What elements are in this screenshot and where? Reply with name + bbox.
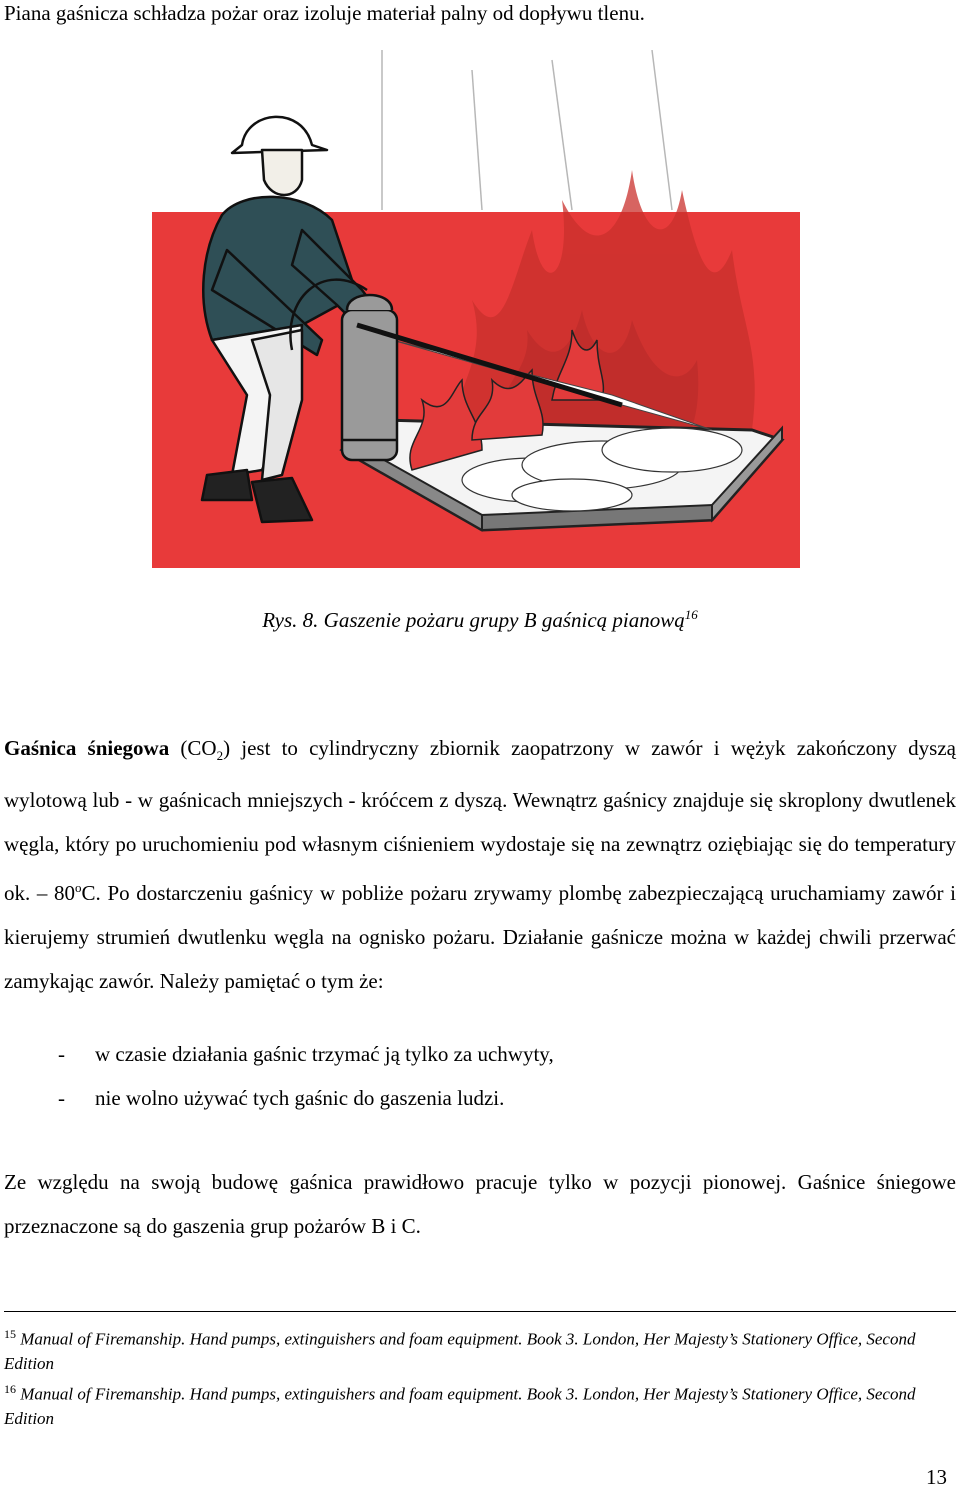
figure-caption-text: Rys. 8. Gaszenie pożaru grupy B gaśnicą pianową (262, 608, 685, 632)
footnote-text: Manual of Firemanship. Hand pumps, extinguishers and foam equipment. Book 3. London, Her Majesty’s Stationery Office, Second Edition (4, 1329, 916, 1374)
figure-caption-footnote-ref: 16 (684, 607, 698, 622)
footnote-text: Manual of Firemanship. Hand pumps, extinguishers and foam equipment. Book 3. London, Her Majesty’s Stationery Office, Second Edition (4, 1384, 916, 1428)
background-lines (382, 50, 672, 210)
list-item-text: nie wolno używać tych gaśnic do gaszenia ludzi. (95, 1086, 505, 1110)
paragraph1-text-a: ) jest to cylindryczny zbiornik zaopatrzony w zawór i wężyk zakończony dyszą wylotową lub - w gaśnicach mniejszych - króćcem z dyszą. Wewnątrz gaśnicy znajduje się skroplony dwutlenek węgla, który po uruchomieniu pod własnym ciśnieniem wydostaje się na zewnątrz oziębiając się do temperatury ok. – 80 (4, 736, 956, 906)
figure-foam-extinguisher (152, 50, 800, 568)
footnote (4, 1377, 956, 1432)
list-item-text: w czasie działania gaśnic trzymać ją tylko za uchwyty, (95, 1042, 554, 1066)
footnote (4, 1322, 956, 1377)
bullet-dash: - (58, 1042, 65, 1066)
footnote-separator (4, 1311, 956, 1312)
formula-prefix: (CO (169, 736, 217, 760)
footnote-number: 15 (4, 1327, 16, 1341)
degree-symbol: o (75, 880, 82, 896)
paragraph1-text-b: C. Po dostarczeniu gaśnicy w pobliże pożaru zrywamy plombę zabezpieczającą uruchamiamy zawór i kierujemy strumień dwutlenku węgla na ognisko pożaru. Działanie gaśnicze można w każdej chwili przerwać zamykając zawór. Należy pamiętać o tym że: (4, 881, 957, 994)
list-item (4, 1032, 956, 1076)
footnote-number: 16 (4, 1381, 16, 1396)
paragraph-vertical-position: Ze względu na swoją budowę gaśnica prawidłowo pracuje tylko w pozycji pionowej. Gaśnice śniegowe przeznaczone są do gaszenia grup pożarów B i C. (4, 1170, 956, 1238)
paragraph-snow-extinguisher (4, 726, 956, 1003)
list-item (4, 1076, 956, 1120)
bullet-list (4, 1032, 956, 1120)
footnotes (4, 1322, 956, 1431)
formula-subscript: 2 (216, 748, 224, 764)
page-number: 13 (926, 1465, 947, 1489)
bullet-dash: - (58, 1086, 65, 1110)
figure-illustration (152, 50, 800, 568)
term-snow-extinguisher: Gaśnica śniegowa (4, 736, 170, 760)
figure-caption (0, 600, 960, 635)
intro-line: Piana gaśnicza schładza pożar oraz izoluje materiał palny od dopływu tlenu. (4, 1, 645, 25)
